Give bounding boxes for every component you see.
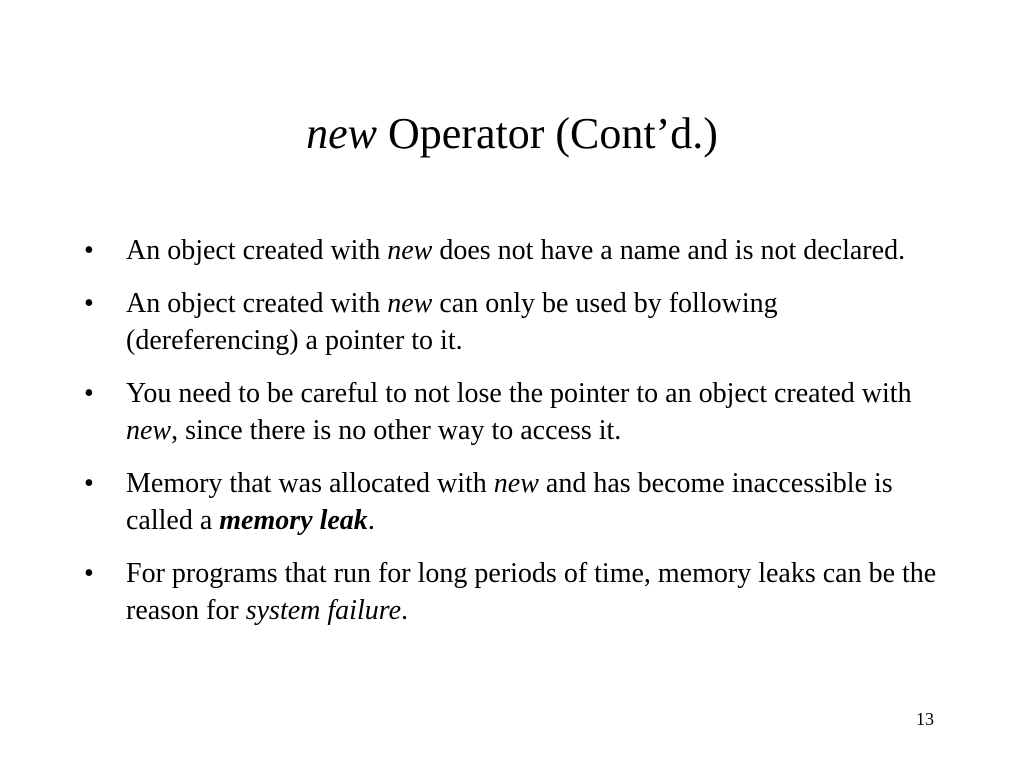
bullet-item — [82, 285, 942, 359]
bullet-text: For programs that run for long periods of time, memory leaks can be the reason for — [126, 558, 937, 626]
bullet-emphasis: memory leak — [219, 505, 368, 536]
bullet-item — [82, 555, 942, 629]
bullet-text: An object created with — [126, 288, 388, 319]
title-text: Operator (Cont’d.) — [376, 109, 718, 158]
bullet-text: . — [367, 505, 375, 536]
bullet-text: . — [401, 595, 409, 626]
bullet-item — [82, 465, 942, 539]
bullet-text: , since there is no other way to access it. — [171, 415, 622, 446]
bullet-marker: • — [84, 288, 94, 319]
bullet-marker: • — [84, 558, 94, 589]
bullet-marker: • — [84, 378, 94, 409]
bullet-marker: • — [84, 468, 94, 499]
bullet-text: You need to be careful to not lose the pointer to an object created with — [126, 378, 912, 409]
bullet-keyword: new — [493, 468, 539, 499]
bullet-text: Memory that was allocated with — [126, 468, 494, 499]
bullet-keyword: new — [387, 235, 433, 266]
slide-title — [0, 104, 1024, 164]
bullet-keyword: new — [126, 415, 172, 446]
bullet-keyword: new — [387, 288, 433, 319]
bullet-item — [82, 232, 942, 269]
bullet-list — [82, 232, 942, 645]
bullet-marker: • — [84, 235, 94, 266]
bullet-item — [82, 375, 942, 449]
bullet-text: can only be used by following (dereferencing) a pointer to it. — [126, 288, 778, 356]
bullet-text: and has become inaccessible is called a — [126, 468, 893, 536]
bullet-text: does not have a name and is not declared. — [432, 235, 906, 266]
bullet-emphasis: system failure — [245, 595, 402, 626]
bullet-text: An object created with — [126, 235, 388, 266]
title-keyword: new — [306, 109, 377, 158]
page-number: 13 — [916, 709, 934, 729]
